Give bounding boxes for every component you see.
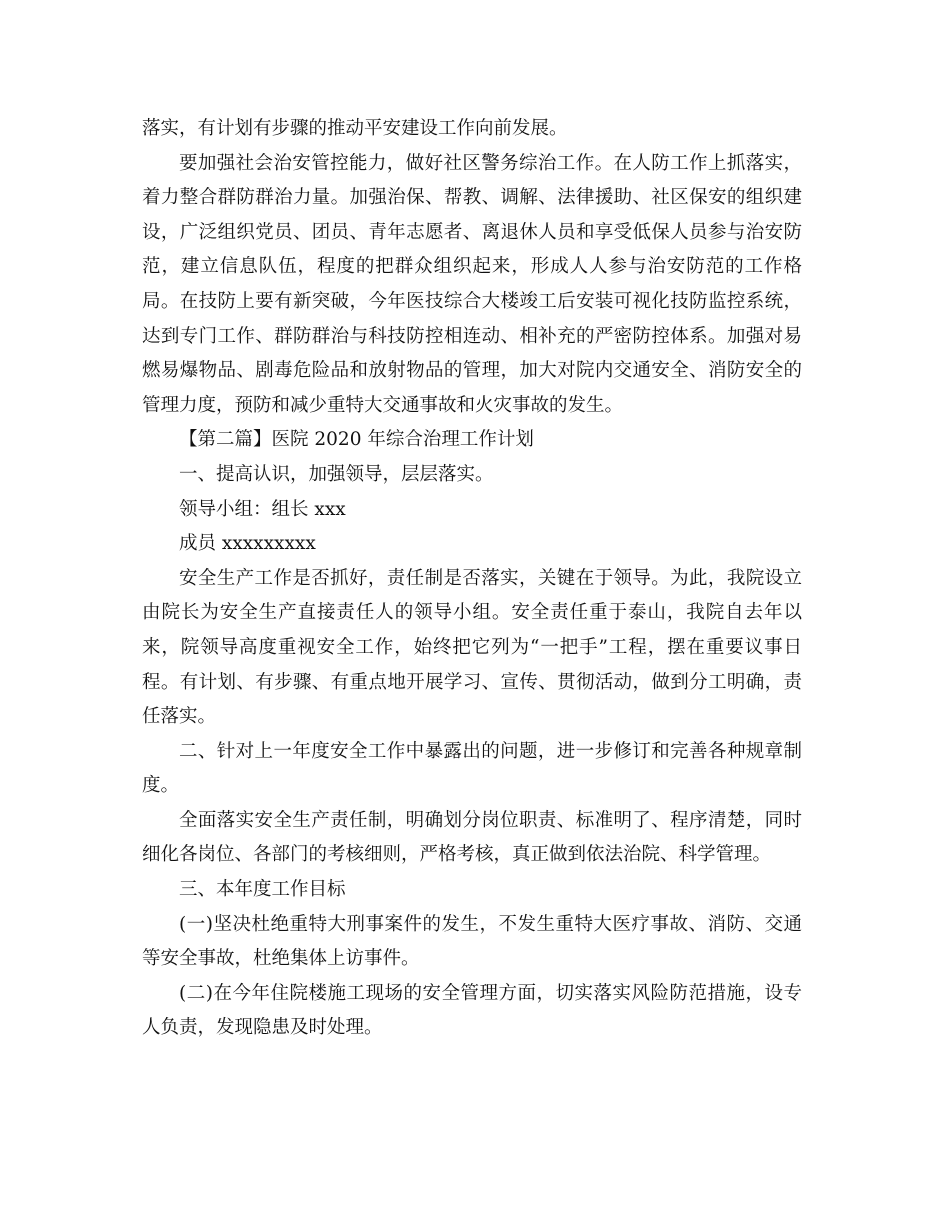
document-body [142,112,802,1046]
heading-item-one: 一、提高认识，加强领导，层层落实。 [179,463,494,485]
heading-item-two: 二、针对上一年度安全工作中暴露出的问题，进一步修订和完善各种规章制度。 [142,740,802,797]
paragraph-public-security: 要加强社会治安管控能力，做好社区警务综治工作。在人防工作上抓落实，着力整合群防群治力量。加强治保、帮教、调解、法律援助、社区保安的组织建设，广泛组织党员、团员、青年志愿者、离退休人员和享受低保人员参与治安防范，建立信息队伍，程度的把群众组织起来，形成人人参与治安防范的工作格局。在技防上要有新突破，今年医技综合大楼竣工后安装可视化技防监控系统，达到专门工作、群防群治与科技防控相连动、相补充的严密防控体系。加强对易燃易爆物品、剧毒危险品和放射物品的管理，加大对院内交通安全、消防安全的管理力度，预防和减少重特大交通事故和火灾事故的发生。 [142,152,802,416]
members-line: 成员 xxxxxxxxx [179,533,316,555]
paragraph-responsibility-system: 全面落实安全生产责任制，明确划分岗位职责、标准明了、程序清楚，同时细化各岗位、各部门的考核细则，严格考核，真正做到依法治院、科学管理。 [142,809,802,866]
goal-item-two: (二)在今年住院楼施工现场的安全管理方面，切实落实风险防范措施，设专人负责，发现隐患及时处理。 [142,982,802,1039]
paragraph-continuation: 落实，有计划有步骤的推动平安建设工作向前发展。 [142,118,568,139]
section-title-part-two: 【第二篇】医院 2020 年综合治理工作计划 [179,429,534,451]
goal-item-one: (一)坚决杜绝重特大刑事案件的发生，不发生重特大医疗事故、消防、交通等安全事故，杜绝集体上访事件。 [142,913,802,970]
paragraph-safety-leadership: 安全生产工作是否抓好，责任制是否落实，关键在于领导。为此，我院设立由院长为安全生产直接责任人的领导小组。安全责任重于泰山，我院自去年以来，院领导高度重视安全工作，始终把它列为“一把手”工程，摆在重要议事日程。有计划、有步骤、有重点地开展学习、宣传、贯彻活动，做到分工明确，责任落实。 [142,567,802,728]
leadership-group-line: 领导小组：组长 xxx [179,498,346,520]
heading-item-three: 三、本年度工作目标 [179,879,346,901]
